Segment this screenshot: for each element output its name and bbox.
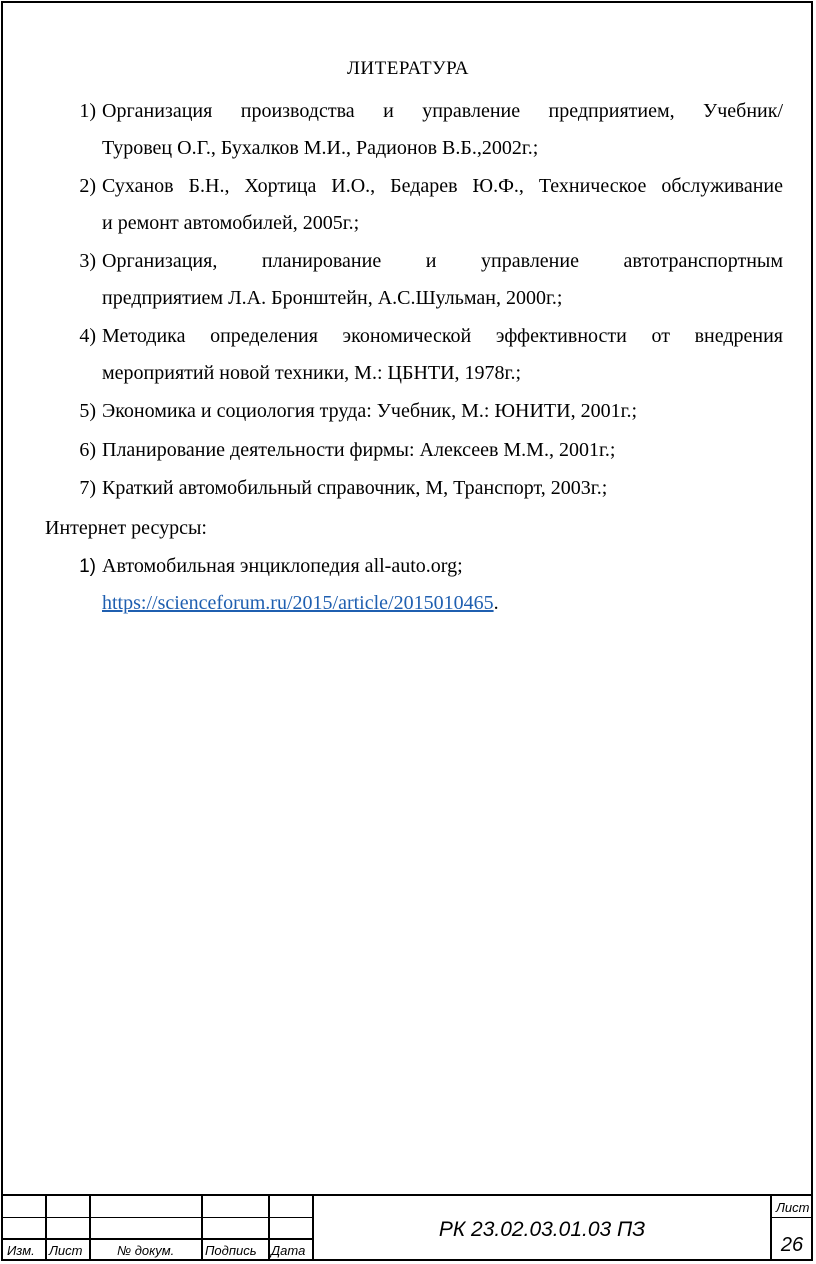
sheet-number: 26 [780,1234,804,1256]
reference-line: Краткий автомобильный справочник, М, Транспорт, 2003г.; [102,477,608,499]
reference-line: Туровец О.Г., Бухалков М.И., Радионов В.Б.,2002г.; [102,137,539,159]
internet-item-text: Автомобильная энциклопедия all-auto.org; [102,555,463,577]
reference-number: 2) [79,175,96,197]
stamp-label-izm: Изм. [7,1243,35,1258]
reference-number: 1) [79,100,96,122]
reference-number: 7) [79,477,96,499]
reference-line: Методика определения экономической эффективности от внедрения [102,325,783,347]
reference-item-7 [68,470,783,507]
stamp-label-date: Дата [271,1243,306,1258]
reference-line: Экономика и социология труда: Учебник, М.: ЮНИТИ, 2001г.; [102,400,638,422]
reference-line: Суханов Б.Н., Хортица И.О., Бедарев Ю.Ф., Техническое обслуживание [102,175,783,197]
reference-line: Планирование деятельности фирмы: Алексеев М.М., 2001г.; [102,439,616,461]
reference-item-5 [68,393,783,430]
stamp-row-line [1,1238,312,1240]
stamp-divider [268,1196,270,1261]
stamp-label-signature: Подпись [205,1243,257,1258]
document-code: РК 23.02.03.01.03 ПЗ [438,1218,646,1241]
reference-number: 5) [79,400,96,422]
reference-line: и ремонт автомобилей, 2005г.; [102,212,360,234]
sheet-label: Лист [776,1200,810,1215]
reference-line: Организация производства и управление предприятием, Учебник/ [102,100,783,122]
stamp-label-doc-num: № докум. [117,1243,175,1258]
reference-line: мероприятий новой техники, М.: ЦБНТИ, 1978г.; [102,362,522,384]
reference-item-4 [68,318,783,392]
reference-item-2 [68,168,783,242]
reference-item-3 [68,243,783,317]
reference-item-6 [68,432,783,469]
page-title: ЛИТЕРАТУРА [347,58,469,79]
internet-item-1 [68,548,783,622]
title-block [1,1194,813,1261]
stamp-label-list: Лист [49,1243,83,1258]
reference-number: 4) [79,325,96,347]
stamp-row-line [770,1217,813,1218]
reference-line: предприятием Л.А. Бронштейн, А.С.Шульман, 2000г.; [102,287,563,309]
scienceforum-link[interactable]: https://scienceforum.ru/2015/article/2015010465 [102,592,494,614]
stamp-divider [201,1196,203,1261]
reference-line: Организация, планирование и управление автотранспортным [102,250,783,272]
reference-number: 1) [79,556,96,577]
reference-item-1 [68,93,783,167]
stamp-row-line [1,1217,312,1218]
internet-resources-title: Интернет ресурсы: [45,517,207,539]
link-suffix: . [493,592,499,614]
stamp-divider [45,1196,47,1261]
reference-number: 3) [79,250,96,272]
reference-number: 6) [79,439,96,461]
stamp-divider [89,1196,91,1261]
